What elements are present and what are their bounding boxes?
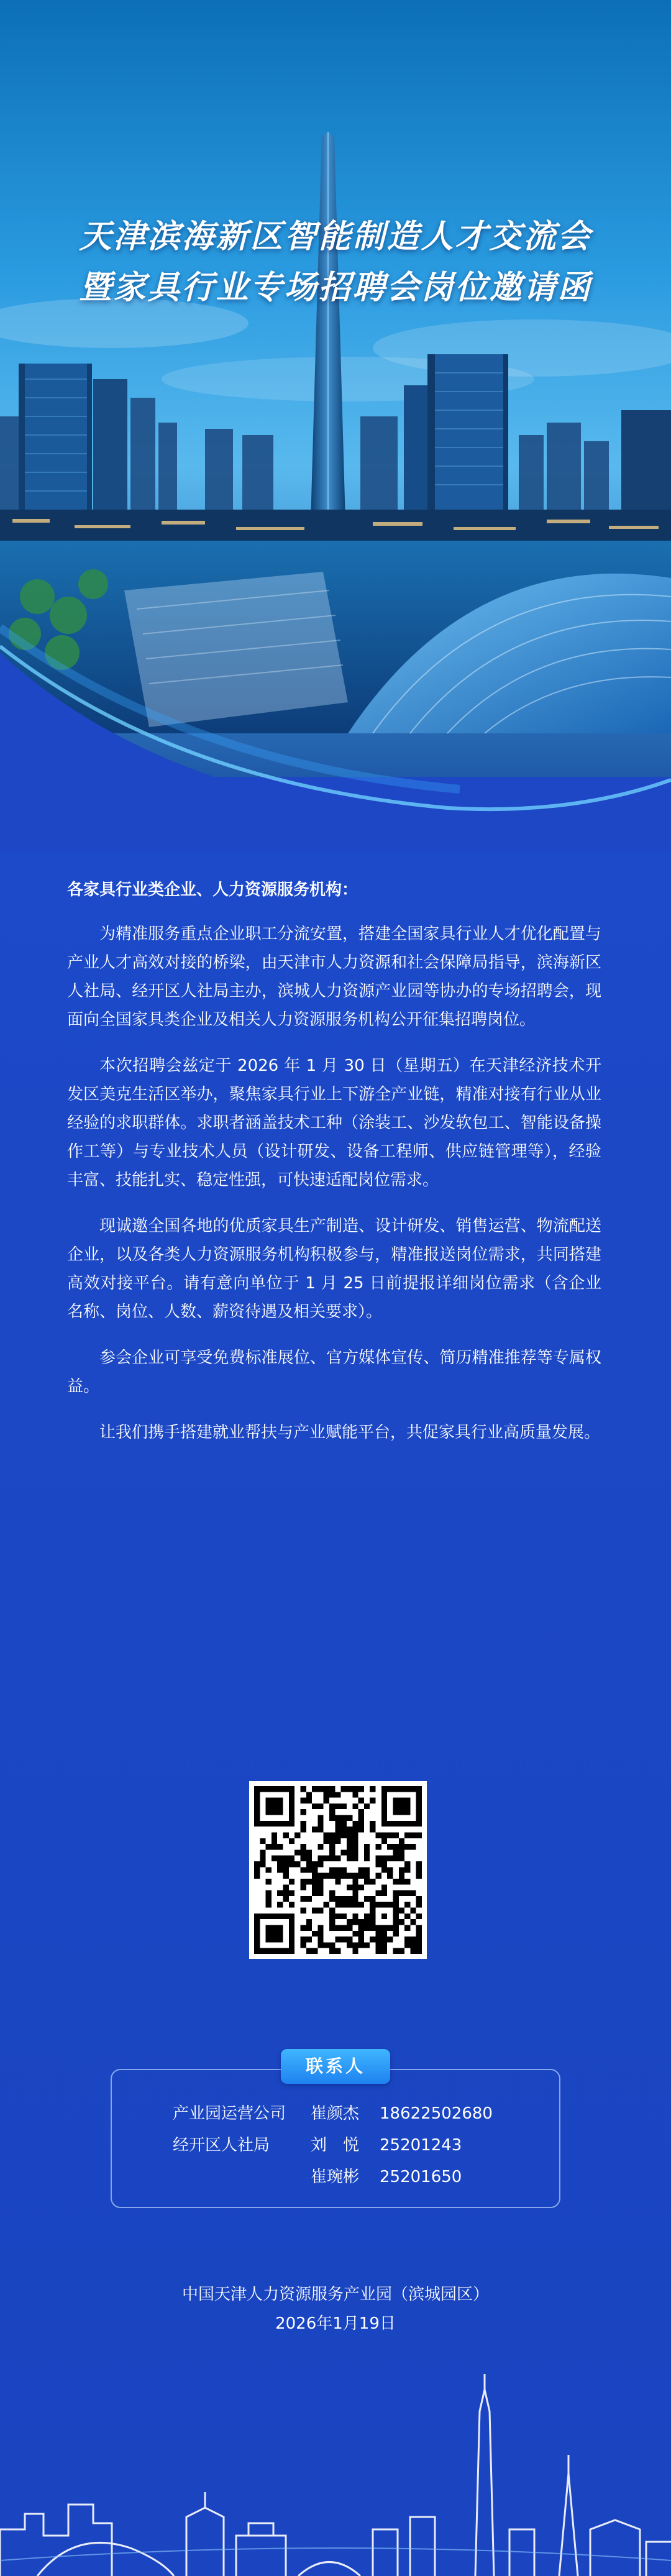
footer-date: 2026年1月19日 (275, 2314, 396, 2333)
contact-phone: 18622502680 (380, 2104, 493, 2123)
contact-name: 崔琬彬 (311, 2168, 360, 2186)
contact-name: 崔颜杰 (311, 2104, 360, 2123)
qr-code[interactable] (249, 1781, 427, 1959)
contact-org: 经开区人社局 (173, 2136, 270, 2155)
letter-greeting: 各家具行业类企业、人力资源服务机构： (67, 881, 358, 899)
city-skyline-illustration (0, 0, 671, 851)
contact-phone: 25201243 (380, 2136, 462, 2155)
qr-code-icon (254, 1786, 422, 1954)
paragraph-schedule: 本次招聘会兹定于 2026 年 1 月 30 日（星期五）在天津经济技术开发区美克生活区举办，聚焦家具行业上下游全产业链，精准对接有行业从业经验的求职群体。求职者涵盖技术工种（涂装工、沙发软包工、智能设备操作工等）与专业技术人员（设计研发、设备工程师、供应链管理等），经验丰富、技能扎实、稳定性强，可快速适配岗位需求。 (67, 1057, 601, 1189)
paragraph-invitation: 现诚邀全国各地的优质家具生产制造、设计研发、销售运营、物流配送企业，以及各类人力资源服务机构积极参与，精准报送岗位需求，共同搭建高效对接平台。请有意向单位于 1 月 25 日前提报详细岗位需求（含企业名称、岗位、人数、薪资待遇及相关要求）。 (67, 1217, 601, 1321)
contact-phone: 25201650 (380, 2168, 462, 2186)
paragraph-closing: 让我们携手搭建就业帮扶与产业赋能平台，共促家具行业高质量发展。 (99, 1423, 601, 1442)
hero-banner (0, 0, 671, 851)
title-line-2: 暨家具行业专场招聘会岗位邀请函 (79, 268, 592, 306)
skyline-outline-icon (0, 2374, 671, 2576)
contact-row (173, 2166, 521, 2188)
footer-organizer: 中国天津人力资源服务产业园（滨城园区） (181, 2285, 489, 2304)
contact-name: 刘 悦 (311, 2136, 360, 2155)
paragraph-intro: 为精准服务重点企业职工分流安置，搭建全国家具行业人才优化配置与产业人才高效对接的桥梁，由天津市人力资源和社会保障局指导，滨海新区人社局、经开区人社局主办，滨城人力资源产业园等协办的专场招聘会，现面向全国家具类企业及相关人力资源服务机构公开征集招聘岗位。 (67, 925, 601, 1029)
contact-org: 产业园运营公司 (173, 2104, 286, 2123)
contact-row (173, 2134, 521, 2157)
title-line-1: 天津滨海新区智能制造人才交流会 (79, 218, 592, 255)
contact-row (173, 2102, 521, 2125)
letter-body (67, 876, 601, 1464)
paragraph-benefits: 参会企业可享受免费标准展位、官方媒体宣传、简历精准推荐等专属权益。 (67, 1349, 601, 1396)
contact-heading: 联系人 (281, 2049, 390, 2084)
